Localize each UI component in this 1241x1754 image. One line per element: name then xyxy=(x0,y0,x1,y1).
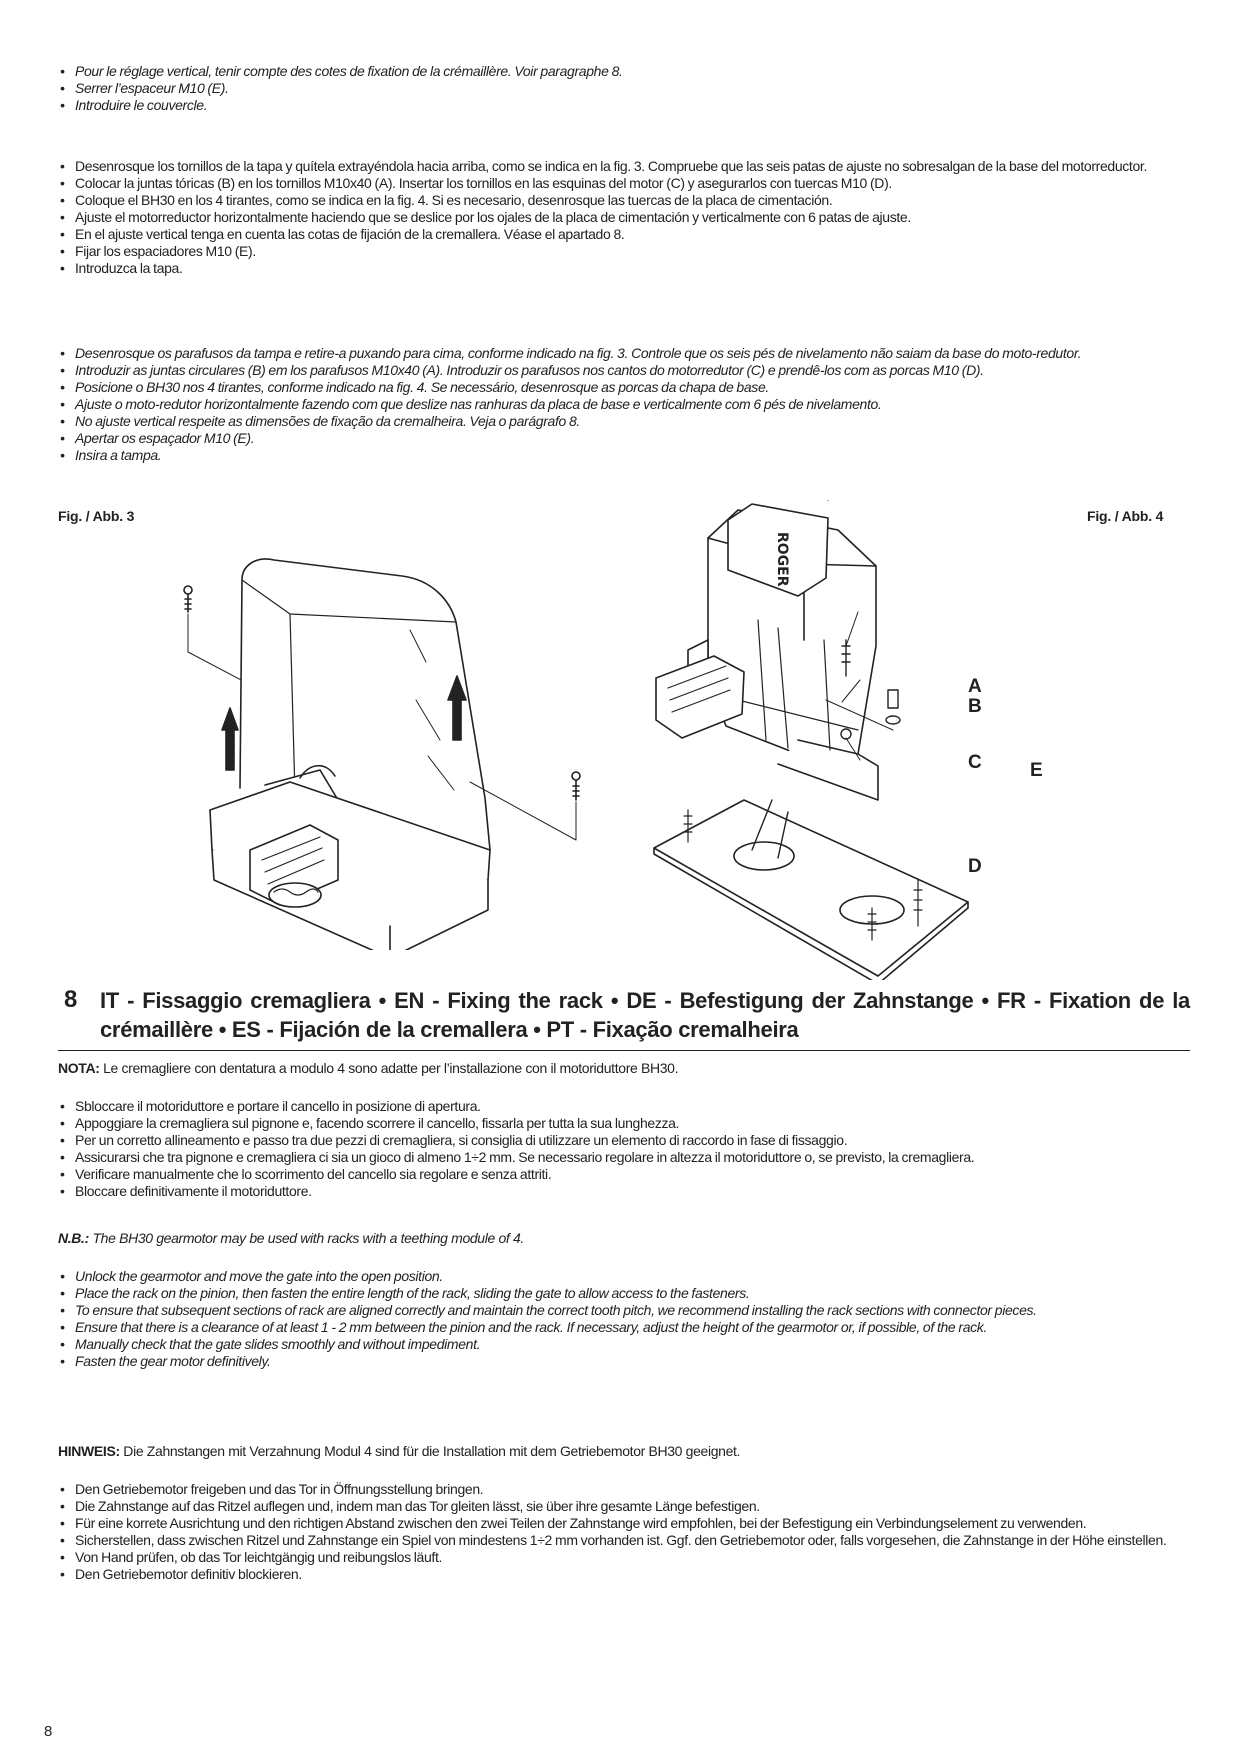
list-item: • Unlock the gearmotor and move the gate into the open position. xyxy=(58,1268,1190,1285)
fig3-label: Fig. / Abb. 3 xyxy=(58,508,135,524)
en-note xyxy=(58,1230,1190,1247)
de-instructions xyxy=(58,1481,1190,1583)
list-item: • Fijar los espaciadores M10 (E). xyxy=(58,243,1190,260)
list-item: • Ensure that there is a clearance of at least 1 - 2 mm between the pinion and the rack. If necessary, adjust the height of the gearmotor or, if possible, of the rack. xyxy=(58,1319,1190,1336)
list-item: • To ensure that subsequent sections of rack are aligned correctly and maintain the correct tooth pitch, we recommend installing the rack sections with connector pieces. xyxy=(58,1302,1190,1319)
note-text: The BH30 gearmotor may be used with racks with a teething module of 4. xyxy=(88,1230,524,1246)
list-item: • Posicione o BH30 nos 4 tirantes, conforme indicado na fig. 4. Se necessário, desenrosque as porcas da chapa de base. xyxy=(58,379,1190,396)
list-item: • Die Zahnstange auf das Ritzel auflegen und, indem man das Tor gleiten lässt, sie über ihre gesamte Länge befestigen. xyxy=(58,1498,1190,1515)
arrow-up-icon xyxy=(222,708,238,770)
section-title: IT - Fissaggio cremagliera • EN - Fixing the rack • DE - Befestigung der Zahnstange • FR - Fixation de la crémaillère • ES - Fijación de la cremallera • PT - Fixação cremalheira xyxy=(100,988,1190,1042)
list-item: • Ajuste o moto-redutor horizontalmente fazendo com que deslize nas ranhuras da placa de base e verticalmente com 6 pés de nivelamento. xyxy=(58,396,1190,413)
list-item: • Verificare manualmente che lo scorrimento del cancello sia regolare e senza attriti. xyxy=(58,1166,1190,1183)
list-item: • En el ajuste vertical tenga en cuenta las cotas de fijación de la cremallera. Véase el apartado 8. xyxy=(58,226,1190,243)
list-item: • Place the rack on the pinion, then fasten the entire length of the rack, sliding the gate to allow access to the fasteners. xyxy=(58,1285,1190,1302)
page-number: 8 xyxy=(44,1723,53,1740)
list-item: • Introduzca la tapa. xyxy=(58,260,1190,277)
list-item: • Für eine korrete Ausrichtung und den richtigen Abstand zwischen den zwei Teilen der Zahnstange wird empfohlen, bei der Befestigung ein Verbindungselement zu verwenden. xyxy=(58,1515,1190,1532)
pt-instructions xyxy=(58,345,1190,464)
list-item: • Colocar la juntas tóricas (B) en los tornillos M10x40 (A). Insertar los tornillos en las esquinas del motor (C) y asegurarlos con tuercas M10 (D). xyxy=(58,175,1190,192)
list-item: • Von Hand prüfen, ob das Tor leichtgängig und reibungslos läuft. xyxy=(58,1549,1190,1566)
section-divider xyxy=(58,1050,1190,1051)
list-item: • Insira a tampa. xyxy=(58,447,1190,464)
list-item: • Sbloccare il motoriduttore e portare il cancello in posizione di apertura. xyxy=(58,1098,1190,1115)
note-label: N.B.: xyxy=(58,1230,89,1246)
list-item: • Den Getriebemotor freigeben und das Tor in Öffnungsstellung bringen. xyxy=(58,1481,1190,1498)
callout-d: D xyxy=(968,856,982,877)
note-label: NOTA: xyxy=(58,1060,100,1076)
it-instructions xyxy=(58,1098,1190,1200)
list-item: • Apertar os espaçador M10 (E). xyxy=(58,430,1190,447)
note-label: HINWEIS: xyxy=(58,1443,120,1459)
list-item: • Serrer l’espaceur M10 (E). xyxy=(58,80,1190,97)
list-item: • Appoggiare la cremagliera sul pignone e, facendo scorrere il cancello, fissarla per tutta la sua lunghezza. xyxy=(58,1115,1190,1132)
list-item: • Introduire le couvercle. xyxy=(58,97,1190,114)
callout-c: C xyxy=(968,752,982,773)
list-item: • Manually check that the gate slides smoothly and without impediment. xyxy=(58,1336,1190,1353)
list-item: • Desenrosque os parafusos da tampa e retire-a puxando para cima, conforme indicado na fig. 3. Controle que os seis pés de nivelamento não saiam da base do moto-redutor. xyxy=(58,345,1190,362)
es-instructions xyxy=(58,158,1190,277)
fig3-cover-removal-drawing xyxy=(170,550,590,950)
callout-b: B xyxy=(968,696,982,717)
list-item: • Pour le réglage vertical, tenir compte des cotes de fixation de la crémaillère. Voir paragraphe 8. xyxy=(58,63,1190,80)
it-note xyxy=(58,1060,1190,1077)
list-item: • Fasten the gear motor definitively. xyxy=(58,1353,1190,1370)
screw-icon xyxy=(184,586,192,612)
fig4-label: Fig. / Abb. 4 xyxy=(1087,508,1164,524)
fr-instructions xyxy=(58,63,1190,114)
list-item: • No ajuste vertical respeite as dimensões de fixação da cremalheira. Veja o parágrafo 8. xyxy=(58,413,1190,430)
fig4-base-plate-installation-drawing xyxy=(648,500,1068,980)
list-item: • Desenrosque los tornillos de la tapa y quítela extrayéndola hacia arriba, como se indica en la fig. 3. Compruebe que las seis patas de ajuste no sobresalgan de la base del motorreductor. xyxy=(58,158,1190,175)
callout-e: E xyxy=(1030,760,1043,781)
list-item: • Ajuste el motorreductor horizontalmente haciendo que se deslice por los ojales de la placa de cimentación y verticalmente con 6 patas de ajuste. xyxy=(58,209,1190,226)
section-number: 8 xyxy=(64,986,78,1013)
screw-icon xyxy=(572,772,580,800)
list-item: • Bloccare definitivamente il motoriduttore. xyxy=(58,1183,1190,1200)
list-item: • Sicherstellen, dass zwischen Ritzel und Zahnstange ein Spiel von mindestens 1÷2 mm vorhanden ist. Ggf. den Getriebemotor oder, falls vorgesehen, die Zahnstange in der Höhe einstellen. xyxy=(58,1532,1190,1549)
de-note xyxy=(58,1443,1190,1460)
list-item: • Den Getriebemotor definitiv blockieren. xyxy=(58,1566,1190,1583)
list-item: • Assicurarsi che tra pignone e cremagliera ci sia un gioco di almeno 1÷2 mm. Se necessario regolare in altezza il motoriduttore o, se previsto, la cremagliera. xyxy=(58,1149,1190,1166)
brand-logo: ROGER xyxy=(774,532,790,587)
list-item: • Introduzir as juntas circulares (B) em los parafusos M10x40 (A). Introduzir os parafusos nos cantos do motorredutor (C) e prendê-los com as porcas M10 (D). xyxy=(58,362,1190,379)
note-text: Le cremagliere con dentatura a modulo 4 sono adatte per l’installazione con il motoriduttore BH30. xyxy=(99,1060,679,1076)
callout-a: A xyxy=(968,676,982,697)
list-item: • Per un corretto allineamento e passo tra due pezzi di cremagliera, si consiglia di utilizzare un elemento di raccordo in fase di fissaggio. xyxy=(58,1132,1190,1149)
list-item: • Coloque el BH30 en los 4 tirantes, como se indica en la fig. 4. Si es necesario, desenrosque las tuercas de la placa de cimentación. xyxy=(58,192,1190,209)
en-instructions xyxy=(58,1268,1190,1370)
note-text: Die Zahnstangen mit Verzahnung Modul 4 sind für die Installation mit dem Getriebemotor BH30 geeignet. xyxy=(119,1443,741,1459)
